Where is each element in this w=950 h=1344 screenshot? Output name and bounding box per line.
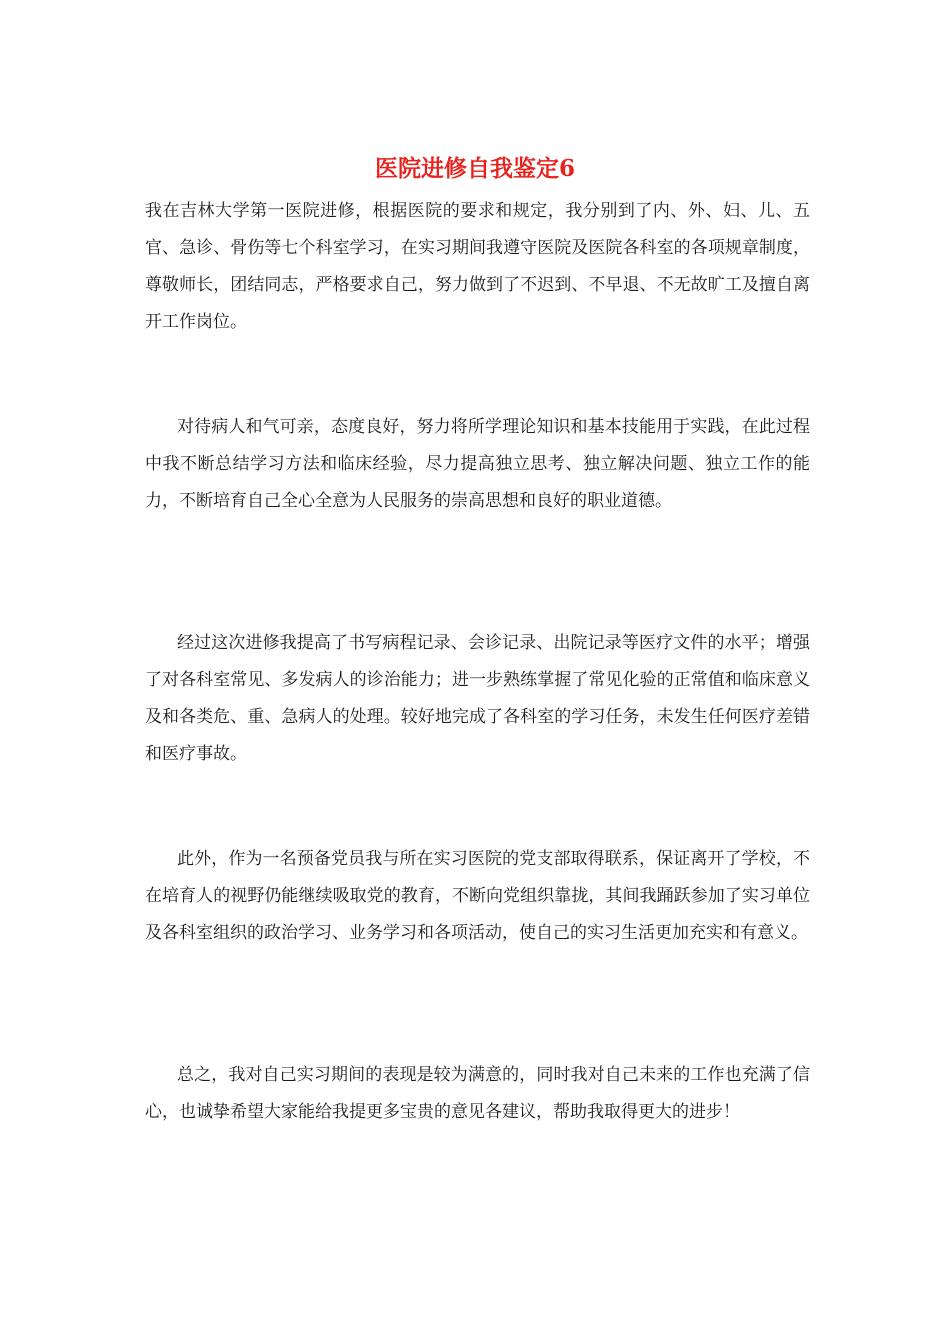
paragraph-2: 对待病人和气可亲，态度良好，努力将所学理论知识和基本技能用于实践，在此过程中我不断总结学习方法和临床经验，尽力提高独立思考、独立解决问题、独立工作的能力，不断培育自己全心全意为人民服务的崇高思想和良好的职业道德。 — [145, 417, 810, 511]
paragraph-5: 总之，我对自己实习期间的表现是较为满意的，同时我对自己未来的工作也充满了信心，也诚挚希望大家能给我提更多宝贵的意见各建议，帮助我取得更大的进步！ — [145, 1065, 810, 1122]
document-title: 医院进修自我鉴定6 — [374, 155, 575, 182]
paragraph-3: 经过这次进修我提高了书写病程记录、会诊记录、出院记录等医疗文件的水平；增强了对各科室常见、多发病人的诊治能力；进一步熟练掌握了常见化验的正常值和临床意义及和各类危、重、急病人的处理。较好地完成了各科室的学习任务，未发生任何医疗差错和医疗事故。 — [145, 633, 810, 764]
paragraph-1: 我在吉林大学第一医院进修，根据医院的要求和规定，我分别到了内、外、妇、儿、五官、急诊、骨伤等七个科室学习，在实习期间我遵守医院及医院各科室的各项规章制度，尊敬师长，团结同志，严格要求自己，努力做到了不迟到、不早退、不无故旷工及擅自离开工作岗位。 — [145, 201, 810, 332]
paragraph-4: 此外，作为一名预备党员我与所在实习医院的党支部取得联系，保证离开了学校，不在培育人的视野仍能继续吸取党的教育，不断向党组织靠拢，其间我踊跃参加了实习单位及各科室组织的政治学习、业务学习和各项活动，使自己的实习生活更加充实和有意义。 — [145, 849, 810, 943]
